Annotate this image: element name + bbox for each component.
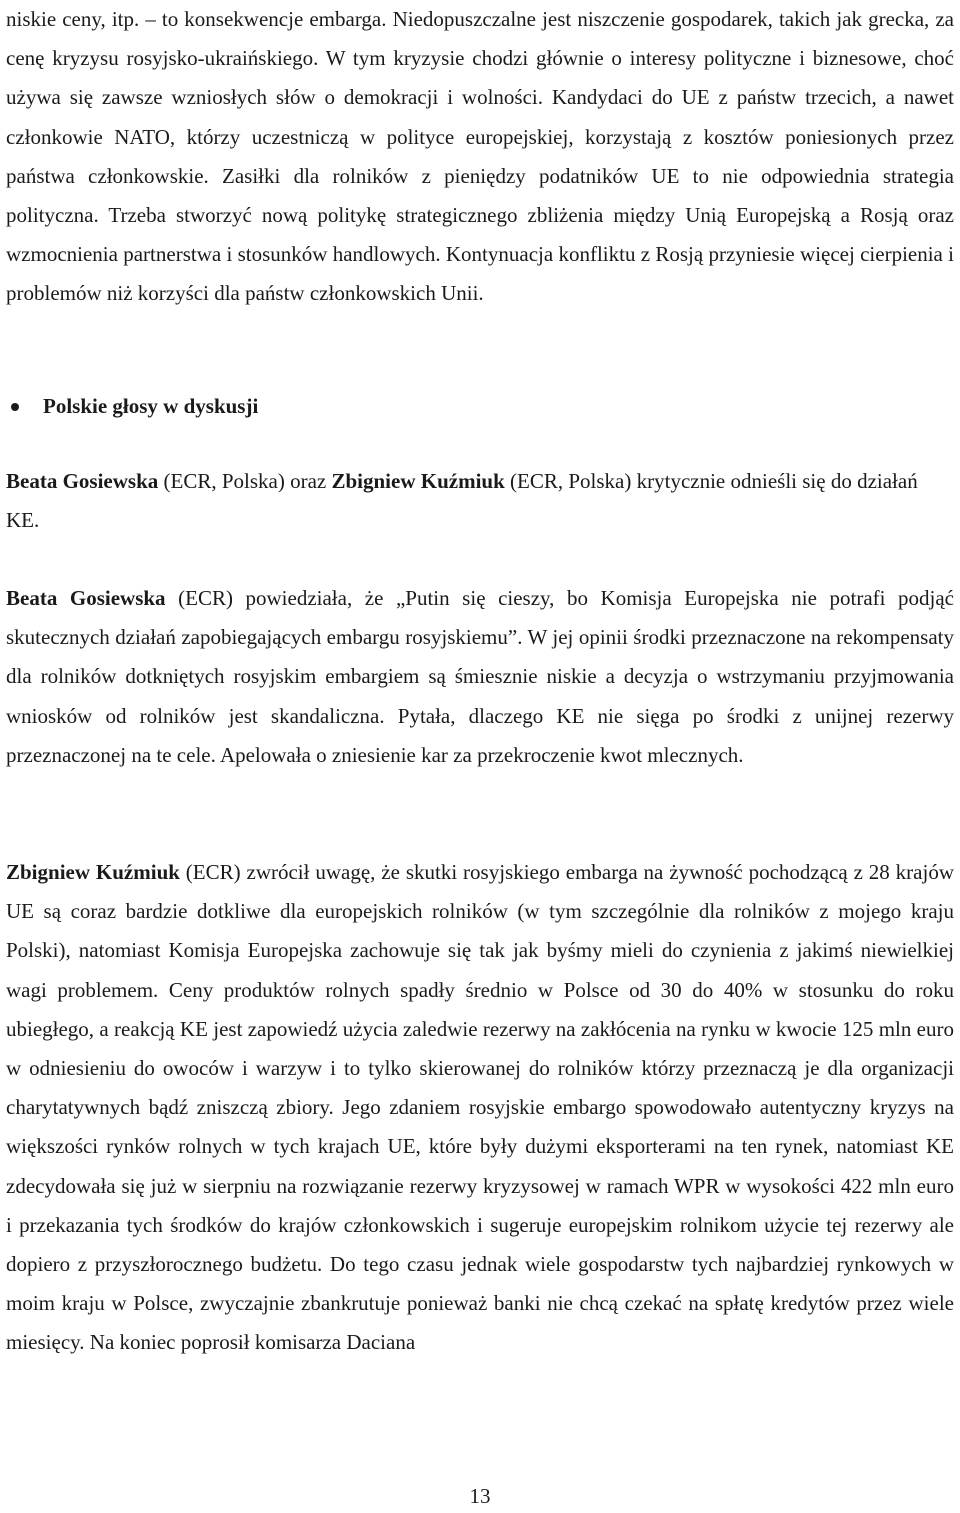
paragraph-gosiewska	[6, 579, 954, 775]
page-number: 13	[469, 1484, 491, 1508]
speaker-name: Zbigniew Kuźmiuk	[331, 469, 505, 493]
speaker-name: Zbigniew Kuźmiuk	[6, 860, 180, 884]
bullet-icon	[11, 403, 19, 411]
speaker-name: Beata Gosiewska	[6, 586, 166, 610]
paragraph-embargo-consequences: niskie ceny, itp. – to konsekwencje embarga. Niedopuszczalne jest niszczenie gospodarek, takich jak grecka, za cenę kryzysu rosyjsko-ukraińskiego. W tym kryzysie chodzi głównie o interesy polityczne i biznesowe, choć używa się zawsze wzniosłych słów o demokracji i wolności. Kandydaci do UE z państw trzecich, a nawet członkowie NATO, którzy uczestniczą w polityce europejskiej, korzystają z kosztów poniesionych przez państwa członkowskie. Zasiłki dla rolników z pieniędzy podatników UE to nie odpowiednia strategia polityczna. Trzeba stworzyć nową politykę strategicznego zbliżenia między Unią Europejską a Rosją oraz wzmocnienia partnerstwa i stosunków handlowych. Kontynuacja konfliktu z Rosją przyniesie więcej cierpienia i problemów niż korzyści dla państw członkowskich Unii.	[6, 7, 954, 306]
speaker-name: Beata Gosiewska	[6, 469, 159, 493]
paragraph-text: (ECR) zwrócił uwagę, że skutki rosyjskiego embarga na żywność pochodzącą z 28 krajów UE są coraz bardzie dotkliwe dla europejskich rolników (w tym szczególnie dla rolników z mojego kraju Polski), natomiast Komisja Europejska zachowuje się tak jak byśmy mieli do czynienia z jakimś niewielkiej wagi problemem. Ceny produktów rolnych spadły średnio w Polsce od 30 do 40% w stosunku do roku ubiegłego, a reakcją KE jest zapowiedź użycia zaledwie rezerwy na zakłócenia na rynku w kwocie 125 mln euro w odniesieniu do owoców i warzyw i to tylko skierowanej do rolników którzy przeznaczą je dla organizacji charytatywnych bądź zniszczą zbiory. Jego zdaniem rosyjskie embargo spowodowało autentyczny kryzys na większości rynków rolnych w tych krajach UE, które były dużymi eksporterami na ten rynek, natomiast KE zdecydowała się już w sierpniu na rozwiązanie rezerwy kryzysowej w ramach WPR w wysokości 422 mln euro i przekazania tych środków do krajów członkowskich i sugeruje europejskim rolnikom użycie tej rezerwy ale dopiero z przyszłorocznego budżetu. Do tego czasu jednak wiele gospodarstw tych najbardziej rynkowych w moim kraju w Polsce, zwyczajnie zbankrutuje ponieważ banki nie chcą czekać na spłatę kredytów przez wiele miesięcy. Na koniec poprosił komisarza Daciana	[6, 860, 954, 1355]
paragraph-polish-voices-intro	[6, 462, 954, 540]
paragraph-text: (ECR) powiedziała, że „Putin się cieszy, bo Komisja Europejska nie potrafi podjąć skutecznych działań zapobiegających embargu rosyjskiemu”. W jej opinii środki przeznaczone na rekompensaty dla rolników dotkniętych rosyjskim embargiem są śmiesznie niskie a decyzja o wstrzymaniu przyjmowania wniosków od rolników jest skandaliczna. Pytała, dlaczego KE nie sięga po środki z unijnej rezerwy przeznaczonej na te cele. Apelowała o zniesienie kar za przekroczenie kwot mlecznych.	[6, 586, 955, 767]
paragraph-text: (ECR, Polska) oraz	[158, 469, 332, 493]
paragraph-kuzmiuk	[6, 853, 954, 1363]
paragraph-text: (ECR, Polska) krytycznie odnieśli się do działań KE.	[6, 469, 918, 533]
section-heading-text: Polskie głosy w dyskusji	[43, 394, 259, 418]
